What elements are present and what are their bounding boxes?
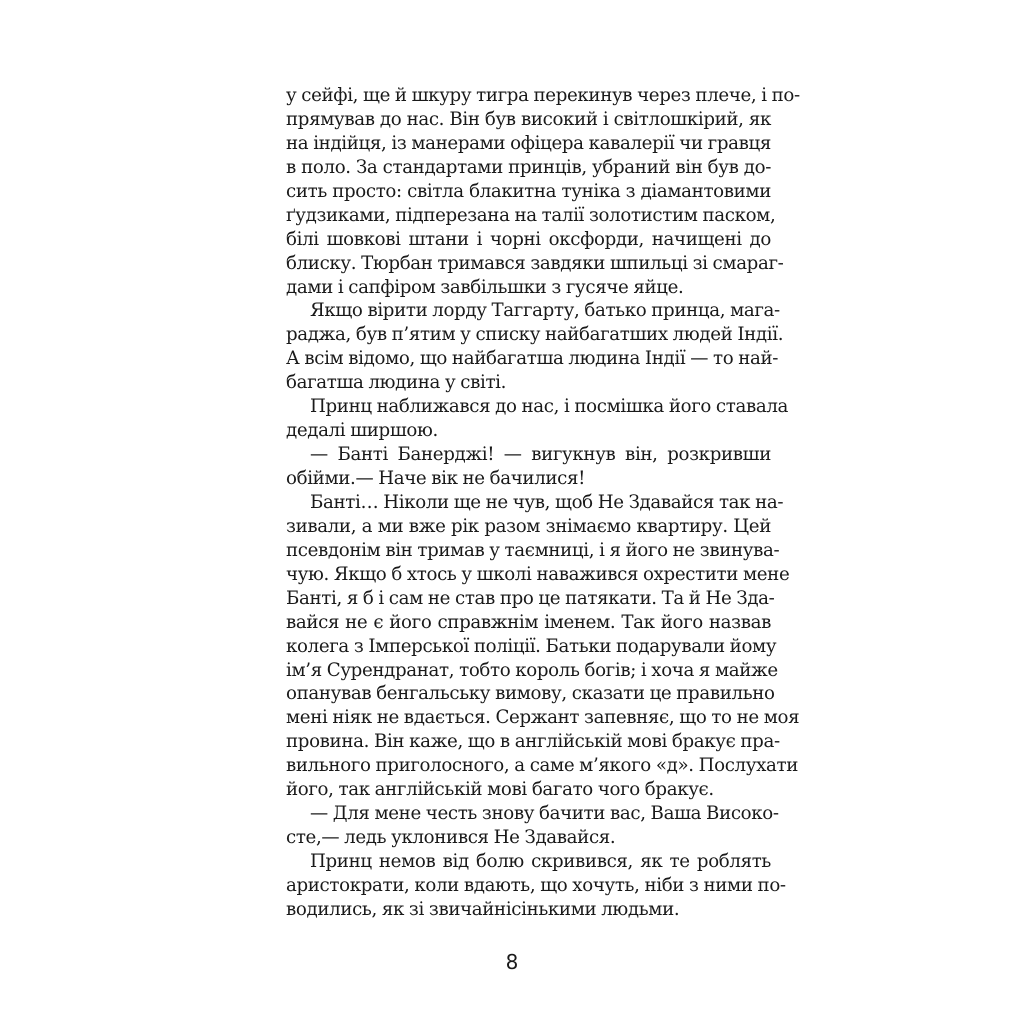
text-line: Якщо вірити лорду Таггарту, батько принца, мага-	[310, 300, 780, 322]
text-line: Принц немов від болю скривився, як те роблять	[310, 851, 771, 872]
text-line: псевдонім він тримав у таємниці, і я його не звинува-	[286, 539, 780, 561]
text-line: обійми.— Наче вік не бачилися!	[286, 468, 586, 489]
text-line: Банті… Ніколи ще не чув, щоб Не Здавайся так на-	[310, 491, 784, 513]
text-line: білі шовкові штани і чорні оксфорди, начищені до	[286, 228, 771, 250]
text-line: його, так англійській мові багато чого бракує.	[286, 779, 714, 801]
text-line: водились, як зі звичайнісінькими людьми.	[286, 898, 680, 920]
text-line: прямував до нас. Він був високий і світлошкірий, як	[286, 108, 771, 130]
text-line: чую. Якщо б хтось у школі наважився охрестити мене	[286, 563, 790, 585]
text-line: в поло. За стандартами принців, убраний він був до-	[286, 156, 771, 178]
text-line: опанував бенгальську вимову, сказати це правильно	[286, 683, 775, 705]
text-line: зивали, а ми вже рік разом знімаємо квартиру. Цей	[286, 515, 771, 537]
text-line: на індійця, із манерами офіцера кавалерії чи гравця	[286, 132, 771, 154]
text-line: раджа, був п’ятим у списку найбагатших людей Індії.	[286, 324, 784, 346]
body-text	[286, 84, 800, 922]
text-line: сить просто: світла блакитна туніка з діамантовими	[286, 180, 771, 202]
text-line: блиску. Тюрбан тримався завдяки шпильці зі смараг-	[286, 252, 784, 274]
text-line: вайся не є його справжнім іменем. Так його назвав	[286, 611, 771, 633]
text-line: мені ніяк не вдається. Сержант запевняє, що то не моя	[286, 707, 800, 729]
text-line: багатша людина у світі.	[286, 372, 507, 394]
text-line: — Для мене честь знову бачити вас, Ваша Високо-	[310, 803, 779, 825]
text-line: А всім відомо, що найбагатша людина Індії — то най-	[286, 348, 779, 370]
text-line: аристократи, коли вдають, що хочуть, ніби з ними по-	[286, 874, 786, 896]
text-line: колега з Імперської поліції. Батьки подарували йому	[286, 635, 777, 657]
text-line: — Банті Банерджі! — вигукнув він, розкривши	[310, 444, 771, 466]
text-line: дедалі ширшою.	[286, 420, 438, 442]
text-line: провина. Він каже, що в англійській мові бракує пра-	[286, 731, 780, 753]
text-line: вильного приголосного, а саме м’якого «д». Послухати	[286, 755, 798, 777]
text-line: у сейфі, ще й шкуру тигра перекинув через плече, і по-	[286, 85, 800, 106]
text-line: ґудзиками, підперезана на талії золотистим паском,	[286, 204, 776, 226]
text-line: ім’я Сурендранат, тобто король богів; і хоча я майже	[286, 659, 778, 681]
text-line: Принц наближався до нас, і посмішка його ставала	[310, 396, 789, 418]
text-line: дами і сапфіром завбільшки з гусяче яйце.	[286, 276, 684, 298]
text-line: Банті, я б і сам не став про це патякати. Та й Не Зда-	[286, 587, 775, 609]
text-line: сте,— ледь уклонився Не Здавайся.	[286, 827, 616, 849]
page-number: 8	[505, 950, 519, 974]
